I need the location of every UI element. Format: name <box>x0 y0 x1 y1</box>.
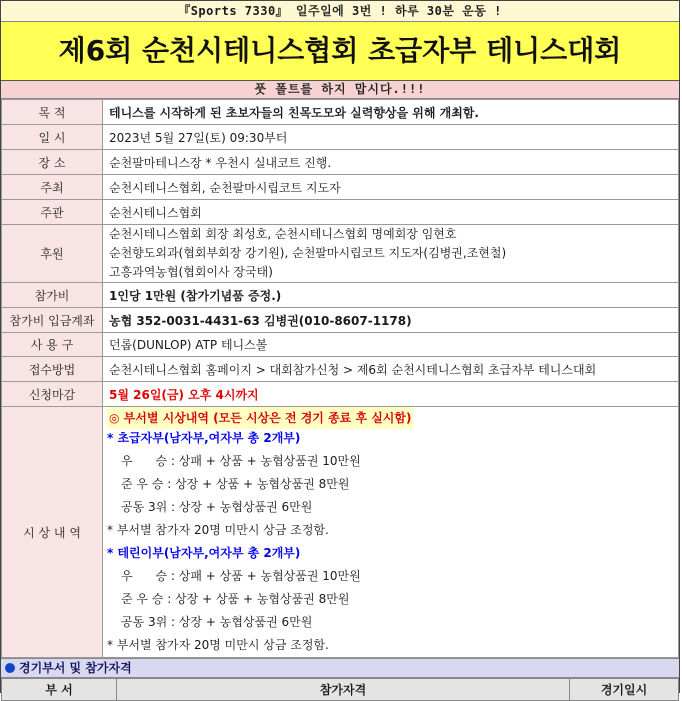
row-label: 주관 <box>2 200 103 225</box>
row-label: 참가비 입금계좌 <box>2 308 103 333</box>
row-value: 테니스를 시작하게 된 초보자들의 친목도모와 실력향상을 위해 개최함. <box>103 100 679 125</box>
sponsor-line: 순천향도외과(협회부회장 강기원), 순천팔마시립코트 지도자(김병권,조현철) <box>109 246 507 260</box>
row-label: 후원 <box>2 225 103 283</box>
sponsor-line: 고흥과역농협(협회이사 장국태) <box>109 265 273 279</box>
prize-header-line <box>107 407 674 427</box>
column-header-eligibility: 참가자격 <box>117 679 570 701</box>
bullet-dot-icon <box>5 663 15 673</box>
prize-note: * 부서별 참가자 20명 미만시 상금 조정함. <box>107 638 329 652</box>
row-value: 순천시테니스협회, 순천팔마시립코트 지도자 <box>103 175 679 200</box>
row-label: 일 시 <box>2 125 103 150</box>
prize-item: 우 승 : 상패 + 상품 + 농협상품권 10만원 <box>121 569 361 583</box>
top-slogan: 『Sports 7330』 일주일에 3번 ! 하루 30분 운동 ! <box>1 1 679 22</box>
row-label: 신청마감 <box>2 382 103 407</box>
row-prizes <box>2 407 679 658</box>
row-label: 목 적 <box>2 100 103 125</box>
row-bank-account <box>2 308 679 333</box>
row-label: 주최 <box>2 175 103 200</box>
column-header-schedule: 경기일시 <box>570 679 679 701</box>
row-organizer <box>2 200 679 225</box>
foot-fault-warning: 풋 폴트를 하지 맙시다.!!! <box>1 81 679 99</box>
deadline-value: 5월 26일(금) 오후 4시까지 <box>103 382 679 407</box>
row-label: 참가비 <box>2 283 103 308</box>
info-table <box>1 99 679 658</box>
row-host <box>2 175 679 200</box>
prize-header: ◎ 부서별 시상내역 (모든 시상은 전 경기 종료 후 실시함) <box>107 407 413 429</box>
prize-details <box>103 407 679 658</box>
row-label: 시 상 내 역 <box>2 407 103 658</box>
participants-table-header <box>1 678 679 701</box>
row-value: 순천시테니스협회 홈페이지 > 대회참가신청 > 제6회 순천시테니스협회 초급자부 테니스대회 <box>103 357 679 382</box>
row-value: 1인당 1만원 (참가기념품 증정.) <box>103 283 679 308</box>
row-label: 장 소 <box>2 150 103 175</box>
column-header-division: 부 서 <box>2 679 117 701</box>
row-deadline <box>2 382 679 407</box>
sponsor-line: 순천시테니스협회 회장 최성호, 순천시테니스협회 명예회장 임현호 <box>109 227 457 241</box>
prize-item: 우 승 : 상패 + 상품 + 농협상품권 10만원 <box>121 454 361 468</box>
prize-item: 공동 3위 : 상장 + 농협상품권 6만원 <box>121 615 313 629</box>
prize-group-title: * 초급자부(남자부,여자부 총 2개부) <box>107 431 301 445</box>
row-value: 순천시테니스협회 <box>103 200 679 225</box>
prize-note: * 부서별 참가자 20명 미만시 상금 조정함. <box>107 523 329 537</box>
row-label: 사 용 구 <box>2 333 103 357</box>
prize-group-title: * 테린이부(남자부,여자부 총 2개부) <box>107 546 301 560</box>
row-value <box>103 225 679 283</box>
row-venue <box>2 150 679 175</box>
row-value: 순천팔마테니스장 * 우천시 실내코트 진행. <box>103 150 679 175</box>
row-registration <box>2 357 679 382</box>
row-value: 농협 352-0031-4431-63 김병권(010-8607-1178) <box>103 308 679 333</box>
row-value: 2023년 5월 27일(토) 09:30부터 <box>103 125 679 150</box>
page-title: 제6회 순천시테니스협회 초급자부 테니스대회 <box>1 22 679 81</box>
row-value: 던롭(DUNLOP) ATP 테니스볼 <box>103 333 679 357</box>
row-datetime <box>2 125 679 150</box>
section-title: 경기부서 및 참가자격 <box>19 661 132 675</box>
prize-item: 준 우 승 : 상장 + 상품 + 농협상품권 8만원 <box>121 477 350 491</box>
row-sponsor <box>2 225 679 283</box>
prize-item: 공동 3위 : 상장 + 농협상품권 6만원 <box>121 500 313 514</box>
row-label: 접수방법 <box>2 357 103 382</box>
row-ball <box>2 333 679 357</box>
prize-item: 준 우 승 : 상장 + 상품 + 농협상품권 8만원 <box>121 592 350 606</box>
row-fee <box>2 283 679 308</box>
section-header <box>1 658 679 678</box>
row-purpose <box>2 100 679 125</box>
